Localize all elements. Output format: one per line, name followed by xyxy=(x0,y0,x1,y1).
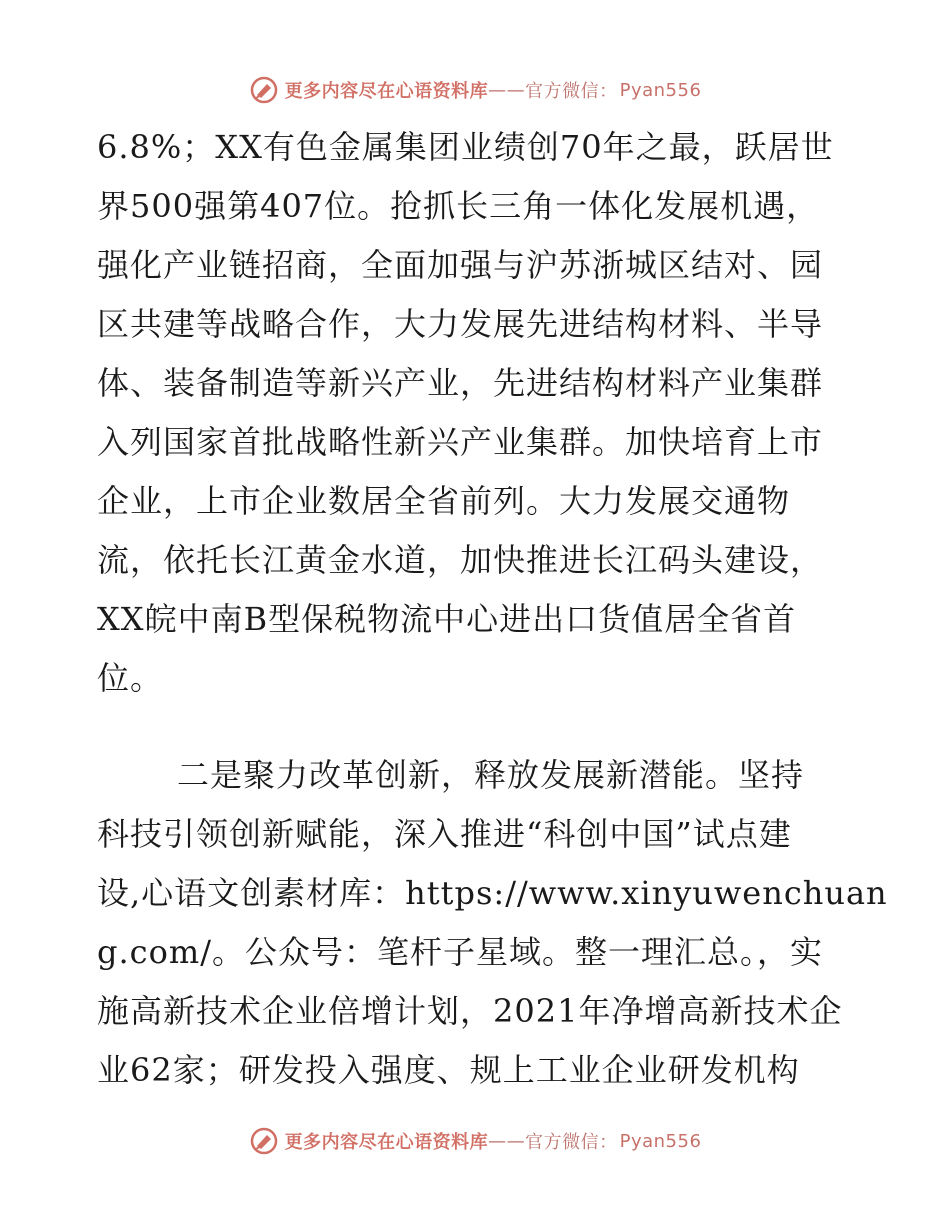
paragraph-line: 6.8%；XX有色金属集团业绩创70年之最，跃居世 xyxy=(97,128,834,166)
watermark-logo-icon xyxy=(249,75,279,105)
paragraph-line: 业62家；研发投入强度、规上工业企业研发机构 xyxy=(97,1051,800,1089)
paragraph-gap xyxy=(97,708,857,746)
paragraph-line: 区共建等战略合作，大力发展先进结构材料、半导 xyxy=(97,305,824,343)
watermark-wechat-id: Pyan556 xyxy=(619,79,702,101)
watermark-sub-text: 官方微信： xyxy=(525,81,618,102)
paragraph-line: g.com/。公众号：笔杆子星域。整一理汇总。，实 xyxy=(97,933,823,971)
footer-watermark xyxy=(0,1124,950,1158)
paragraph-line: 体、装备制造等新兴产业，先进结构材料产业集群 xyxy=(97,364,824,402)
watermark-wechat-id: Pyan556 xyxy=(619,1130,702,1152)
paragraph-1 xyxy=(97,118,857,708)
watermark-logo-icon xyxy=(249,1126,279,1156)
watermark-main-text: 更多内容尽在心语资料库 xyxy=(284,1132,489,1153)
paragraph-line: 科技引领创新赋能，深入推进“科创中国”试点建 xyxy=(97,815,792,853)
watermark-dash: —— xyxy=(488,79,526,101)
paragraph-line: 企业，上市企业数居全省前列。大力发展交通物 xyxy=(97,482,791,520)
watermark-main-text: 更多内容尽在心语资料库 xyxy=(284,81,489,102)
paragraph-line: 流，依托长江黄金水道，加快推进长江码头建设， xyxy=(97,541,824,579)
watermark-dash: —— xyxy=(488,1130,526,1152)
paragraph-line: XX皖中南B型保税物流中心进出口货值居全省首 xyxy=(97,600,797,638)
paragraph-line: 位。 xyxy=(97,659,164,697)
paragraph-2 xyxy=(97,746,888,1100)
paragraph-line: 入列国家首批战略性新兴产业集群。加快培育上市 xyxy=(97,423,824,461)
document-body xyxy=(97,118,888,1100)
paragraph-line: 界500强第407位。抢抓长三角一体化发展机遇， xyxy=(97,187,820,225)
paragraph-line: 施高新技术企业倍增计划，2021年净增高新技术企 xyxy=(97,992,843,1030)
paragraph-line: 二是聚力改革创新，释放发展新潜能。坚持 xyxy=(177,756,805,794)
header-watermark xyxy=(0,73,950,107)
paragraph-line: 设,心语文创素材库：https://www.xinyuwenchuan xyxy=(97,874,888,912)
paragraph-line: 强化产业链招商，全面加强与沪苏浙城区结对、园 xyxy=(97,246,824,284)
watermark-sub-text: 官方微信： xyxy=(525,1132,618,1153)
